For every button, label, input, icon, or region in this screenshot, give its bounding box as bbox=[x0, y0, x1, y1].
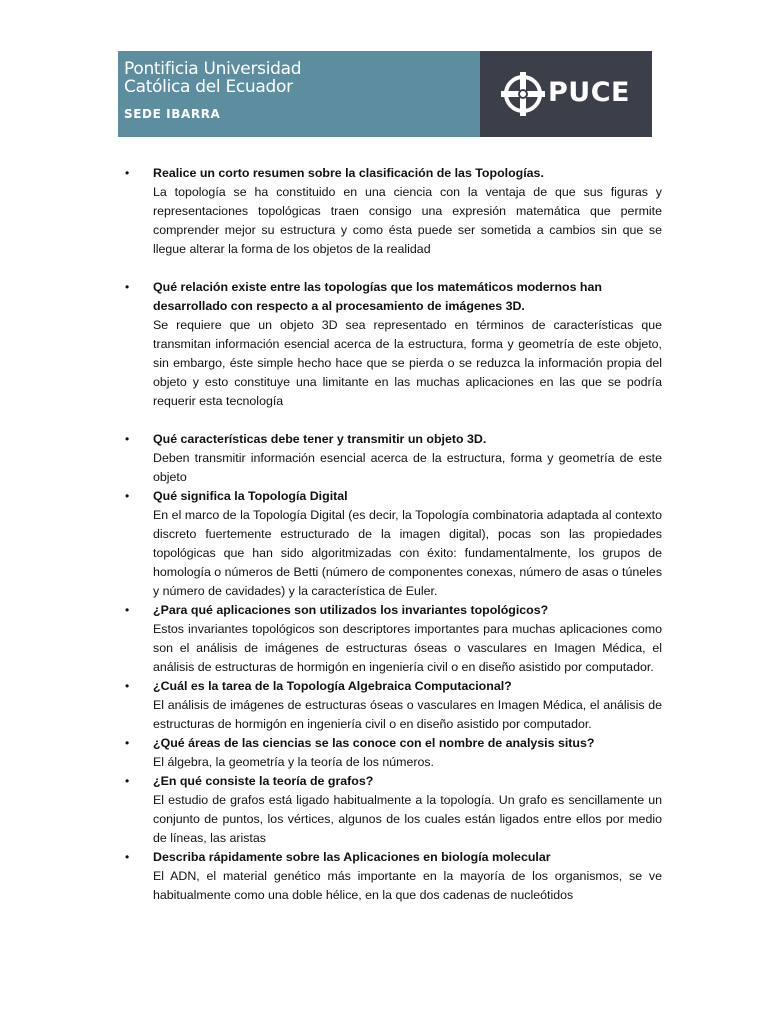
puce-emblem-icon bbox=[500, 71, 546, 117]
answer-text: Se requiere que un objeto 3D sea representado en términos de características que transmitan información esencial acerca de la estructura, forma y geometría de este objeto, sin embargo, éste simple hecho hace que se pierda o se reduzca la información propia del objeto y esto constituye una limitante en las muchas aplicaciones en las que se podría requerir esta tecnología bbox=[153, 318, 662, 408]
bullet-icon: • bbox=[125, 489, 130, 503]
answer-text: El álgebra, la geometría y la teoría de los números. bbox=[153, 755, 435, 769]
campus-name: SEDE IBARRA bbox=[124, 107, 221, 121]
bullet-icon: • bbox=[125, 280, 130, 294]
list-item bbox=[122, 278, 662, 411]
list-item bbox=[122, 677, 662, 734]
question-text: Qué características debe tener y transmitir un objeto 3D. bbox=[153, 432, 487, 446]
bullet-icon: • bbox=[125, 736, 130, 750]
puce-logo-panel bbox=[480, 51, 652, 137]
list-item bbox=[122, 430, 662, 487]
question-text: ¿Para qué aplicaciones son utilizados los invariantes topológicos? bbox=[153, 603, 549, 617]
list-item bbox=[122, 487, 662, 601]
puce-logo-text: PUCE bbox=[548, 77, 630, 108]
university-name-panel bbox=[118, 51, 480, 137]
bullet-icon: • bbox=[125, 850, 130, 864]
question-text: Describa rápidamente sobre las Aplicaciones en biología molecular bbox=[153, 850, 551, 864]
university-name-line2: Católica del Ecuador bbox=[124, 77, 293, 97]
list-item bbox=[122, 734, 662, 772]
list-item bbox=[122, 772, 662, 848]
bullet-icon: • bbox=[125, 432, 130, 446]
answer-text: La topología se ha constituido en una ciencia con la ventaja de que sus figuras y representaciones topológicas traen consigo una expresión matemática que permite comprender mejor su estructura y como ésta puede ser sometida a cambios sin que se llegue alterar la forma de los objetos de la realidad bbox=[153, 185, 662, 256]
university-header-banner bbox=[118, 51, 652, 137]
bullet-icon: • bbox=[125, 603, 130, 617]
questionnaire-body bbox=[122, 164, 662, 905]
bullet-icon: • bbox=[125, 774, 130, 788]
question-text: Realice un corto resumen sobre la clasificación de las Topologías. bbox=[153, 166, 544, 180]
university-name-line1: Pontificia Universidad bbox=[124, 59, 302, 79]
bullet-icon: • bbox=[125, 166, 130, 180]
answer-text: Estos invariantes topológicos son descriptores importantes para muchas aplicaciones como son el análisis de imágenes de estructuras óseas o vasculares en Imagen Médica, el análisis de estructuras de hormigón en ingeniería civil o en diseño asistido por computador. bbox=[153, 622, 662, 674]
answer-text: El ADN, el material genético más importante en la mayoría de los organismos, se ve habitualmente como una doble hélice, en la que dos cadenas de nucleótidos bbox=[153, 869, 662, 902]
question-text: Qué relación existe entre las topologías que los matemáticos modernos han desarrollado con respecto a al procesamiento de imágenes 3D. bbox=[153, 280, 602, 313]
question-text: Qué significa la Topología Digital bbox=[153, 489, 348, 503]
answer-text: Deben transmitir información esencial acerca de la estructura, forma y geometría de este objeto bbox=[153, 451, 662, 484]
question-text: ¿Qué áreas de las ciencias se las conoce con el nombre de analysis situs? bbox=[153, 736, 595, 750]
list-item bbox=[122, 848, 662, 905]
answer-text: El análisis de imágenes de estructuras óseas o vasculares en Imagen Médica, el análisis de estructuras de hormigón en ingeniería civil o en diseño asistido por computador. bbox=[153, 698, 662, 731]
answer-text: En el marco de la Topología Digital (es decir, la Topología combinatoria adaptada al contexto discreto fuertemente estructurado de la imagen digital), pocas son las propiedades topológicas que han sido algoritmizadas con éxito: fundamentalmente, los grupos de homología o números de Betti (número de componentes conexas, número de asas o túneles y número de cavidades) y la característica de Euler. bbox=[153, 508, 663, 598]
question-text: ¿Cuál es la tarea de la Topología Algebraica Computacional? bbox=[153, 679, 512, 693]
question-text: ¿En qué consiste la teoría de grafos? bbox=[153, 774, 374, 788]
answer-text: El estudio de grafos está ligado habitualmente a la topología. Un grafo es sencillamente un conjunto de puntos, los vértices, algunos de los cuales están ligados entre ellos por medio de líneas, las aristas bbox=[153, 793, 662, 845]
list-item bbox=[122, 164, 662, 259]
bullet-icon: • bbox=[125, 679, 130, 693]
list-item bbox=[122, 601, 662, 677]
